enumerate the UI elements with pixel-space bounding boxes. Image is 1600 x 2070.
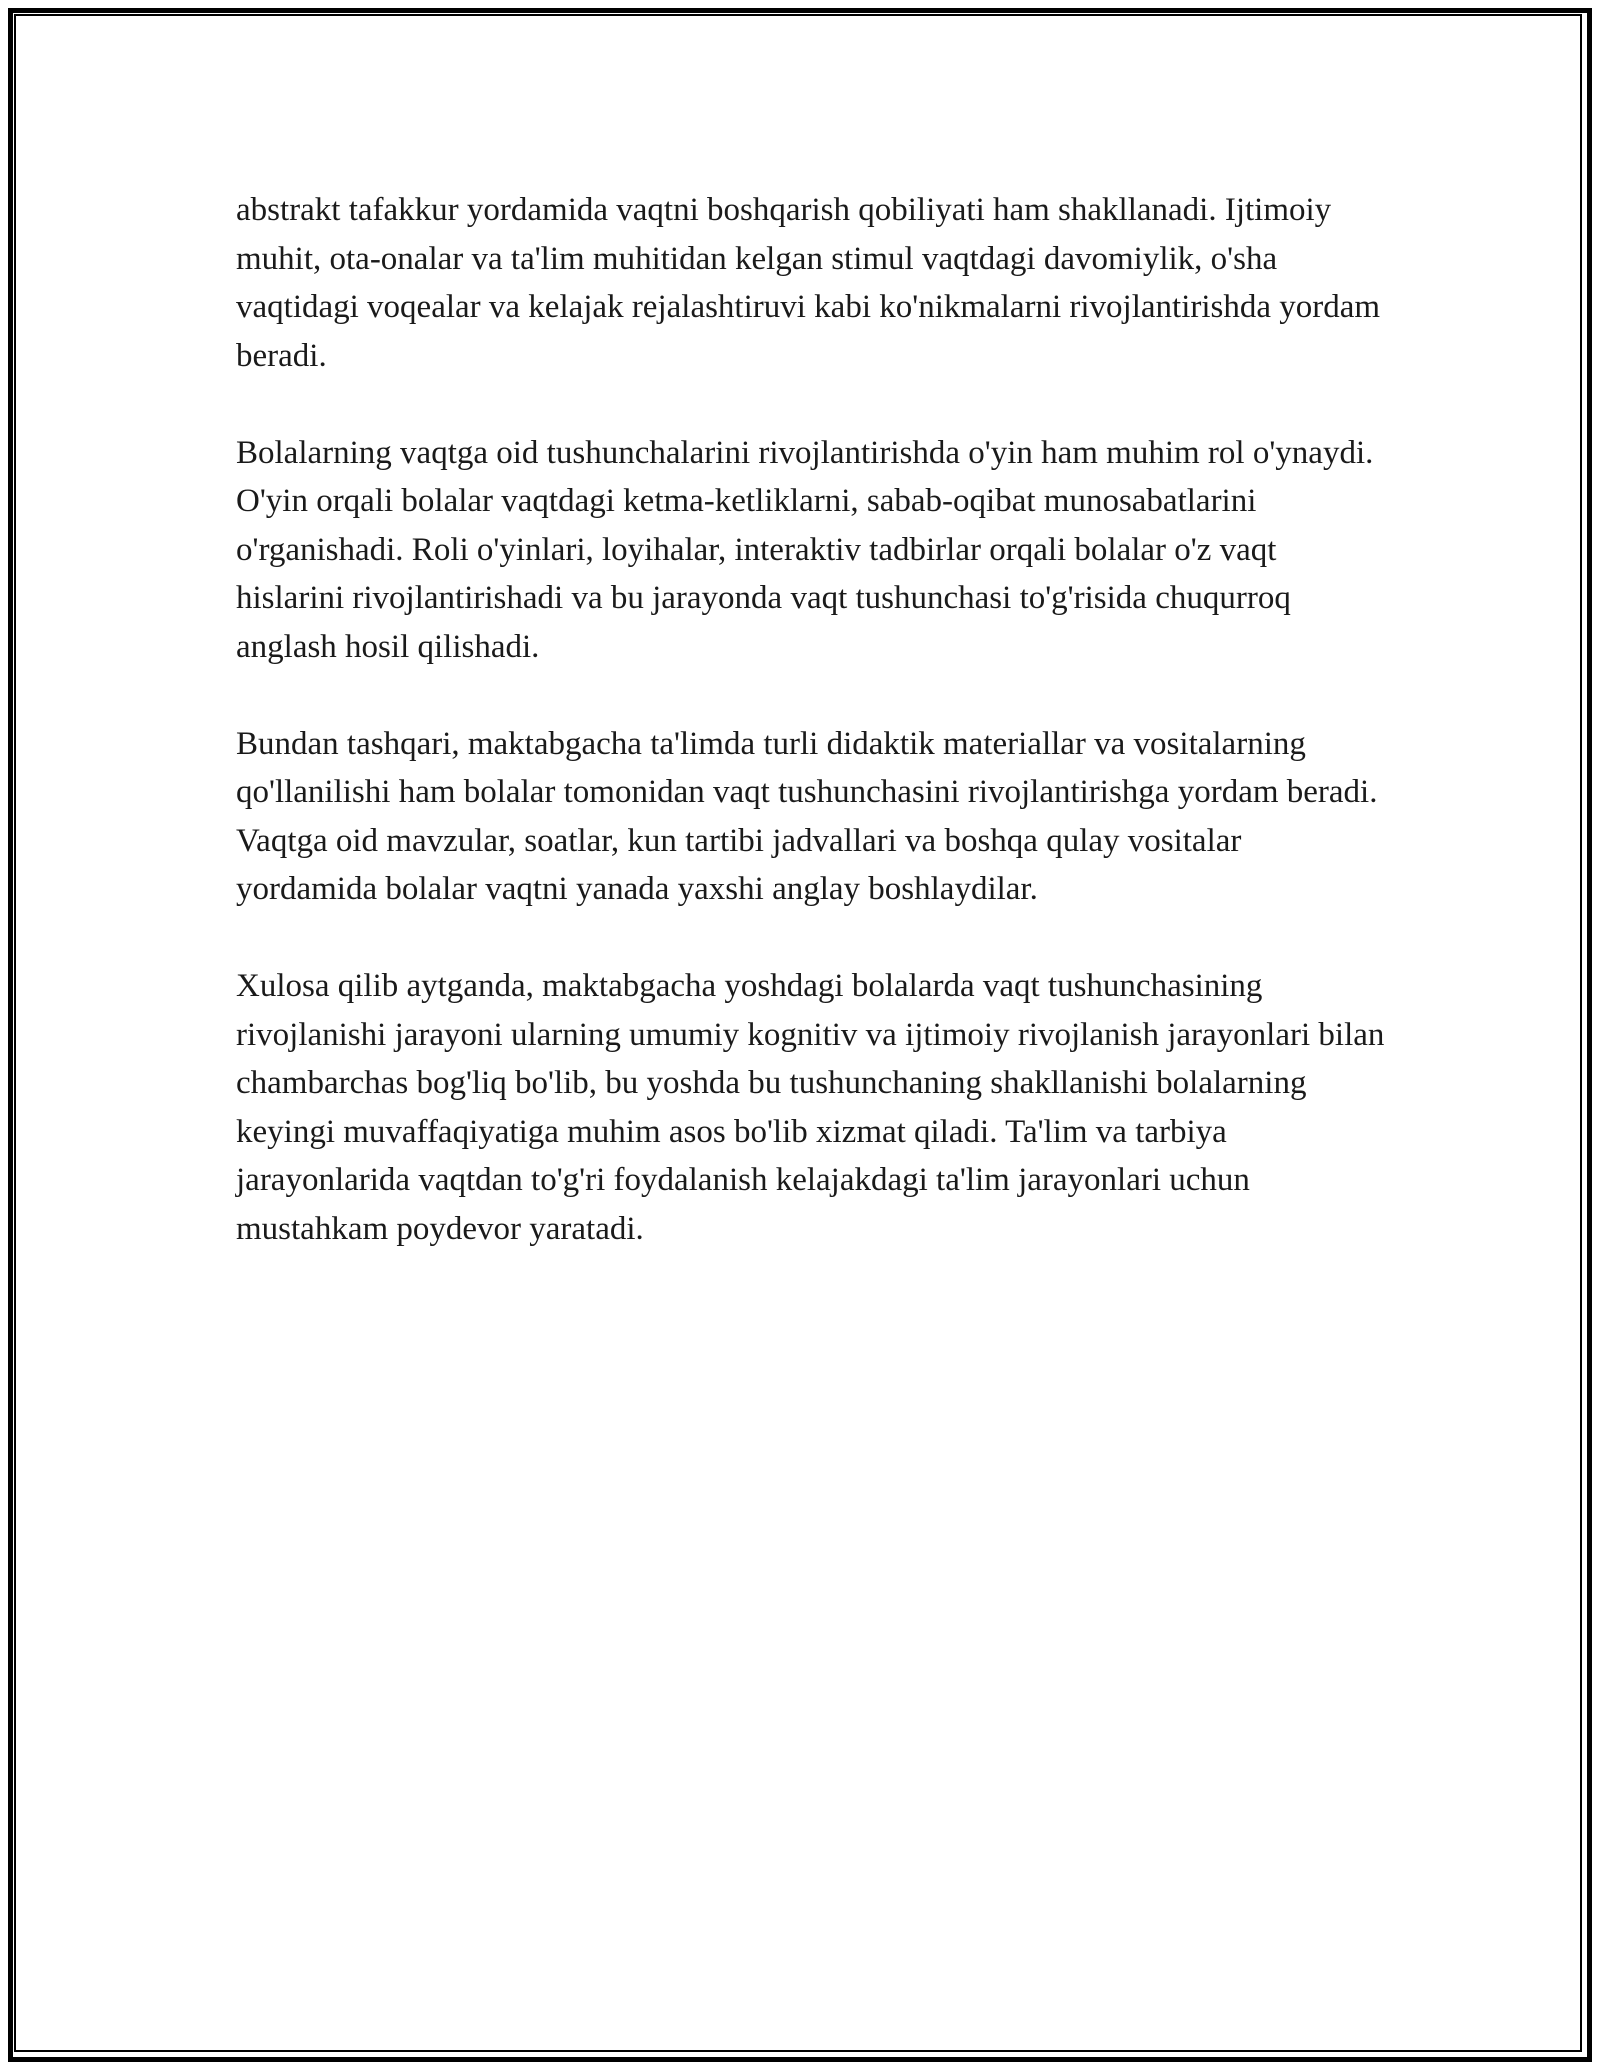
paragraph-2: Bolalarning vaqtga oid tushunchalarini rivojlantirishda o'yin ham muhim rol o'ynaydi. O'yin orqali bolalar vaqtdagi ketma-ketliklarni, sabab-oqibat munosabatlarini o'rganishadi. Roli o'yinlari, loyihalar, interaktiv tadbirlar orqali bolalar o'z vaqt hislarini rivojlantirishadi va bu jarayonda vaqt tushunchasi to'g'risida chuqurroq anglash hosil qilishadi. [236,434,1374,665]
paragraph-1: abstrakt tafakkur yordamida vaqtni boshqarish qobiliyati ham shakllanadi. Ijtimoiy muhit, ota-onalar va ta'lim muhitidan kelgan stimul vaqtdagi davomiylik, o'sha vaqtidagi voqealar va kelajak rejalashtiruvi kabi ko'nikmalarni rivojlantirishda yordam beradi. [236,192,1381,374]
document-body [236,186,1386,1253]
paragraph-4: Xulosa qilib aytganda, maktabgacha yoshdagi bolalarda vaqt tushunchasining rivojlanishi jarayoni ularning umumiy kognitiv va ijtimoiy rivojlanish jarayonlari bilan chambarchas bog'liq bo'lib, bu yoshda bu tushunchaning shakllanishi bolalarning keyingi muvaffaqiyatiga muhim asos bo'lib xizmat qiladi. Ta'lim va tarbiya jarayonlarida vaqtdan to'g'ri foydalanish kelajakdagi ta'lim jarayonlari uchun mustahkam poydevor yaratadi. [236,968,1385,1247]
paragraph-3: Bundan tashqari, maktabgacha ta'limda turli didaktik materiallar va vositalarning qo'llanilishi ham bolalar tomonidan vaqt tushunchasini rivojlantirishga yordam beradi. Vaqtga oid mavzular, soatlar, kun tartibi jadvallari va boshqa qulay vositalar yordamida bolalar vaqtni yanada yaxshi anglay boshlaydilar. [236,725,1378,907]
